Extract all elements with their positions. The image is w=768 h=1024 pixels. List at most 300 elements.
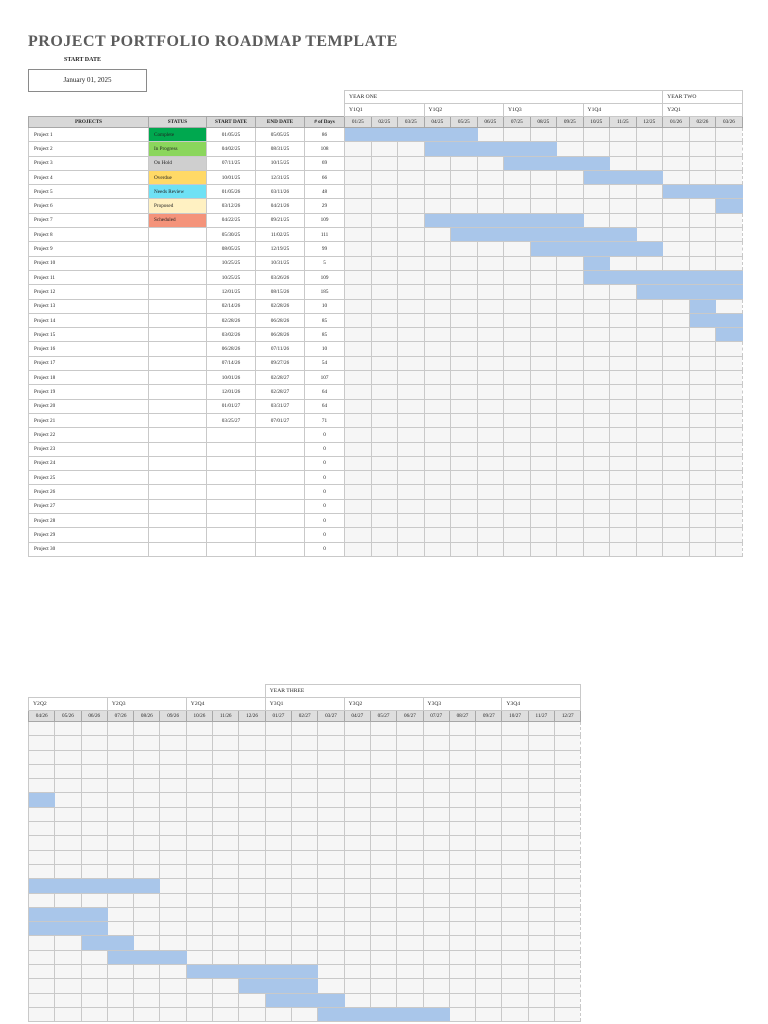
start-date-cell[interactable]: 05/30/25 [207,228,256,242]
status-cell[interactable] [149,328,207,342]
gantt-cell [345,499,372,513]
gantt-cell [423,779,449,793]
gantt-cell [663,499,690,513]
start-date-cell[interactable]: 10/25/25 [207,256,256,270]
gantt-cell [134,893,160,907]
project-name: Project 10 [29,256,149,270]
gantt-row [29,1007,581,1021]
gantt-bar-cell [344,1007,370,1021]
end-date-cell[interactable] [256,456,305,470]
gantt-cell [502,1007,528,1021]
gantt-cell [504,285,531,299]
start-date-cell[interactable]: 04/02/25 [207,142,256,156]
gantt-cell [476,922,502,936]
end-date-cell[interactable] [256,485,305,499]
start-date-cell[interactable] [207,485,256,499]
gantt-cell [371,456,398,470]
status-cell[interactable] [149,242,207,256]
gantt-cell [370,936,396,950]
quarter-label: Y3Q2 [344,698,423,711]
start-date-cell[interactable]: 08/05/25 [207,242,256,256]
start-date-cell[interactable]: 12/01/25 [207,285,256,299]
status-cell[interactable] [149,514,207,528]
gantt-cell [423,736,449,750]
end-date-cell[interactable]: 11/02/25 [256,228,305,242]
gantt-cell [583,213,610,227]
end-date-cell[interactable] [256,428,305,442]
gantt-row [29,836,581,850]
gantt-cell [423,907,449,921]
start-date-field[interactable]: January 01, 2025 [28,69,147,92]
gantt-cell [610,142,637,156]
gantt-cell [55,850,81,864]
gantt-cell [502,936,528,950]
end-date-cell[interactable] [256,528,305,542]
gantt-cell [107,864,133,878]
gantt-cell [530,371,557,385]
gantt-cell [107,979,133,993]
end-date-cell[interactable]: 12/31/25 [256,170,305,184]
gantt-cell [504,528,531,542]
gantt-cell [476,979,502,993]
gantt-cell [636,514,663,528]
gantt-cell [689,413,716,427]
gantt-cell [504,399,531,413]
status-cell[interactable] [149,371,207,385]
gantt-cell [370,836,396,850]
end-date-cell[interactable]: 08/15/26 [256,285,305,299]
start-date-cell[interactable]: 03/12/26 [207,199,256,213]
status-cell[interactable] [149,356,207,370]
gantt-cell [689,142,716,156]
gantt-cell [477,399,504,413]
start-date-cell[interactable]: 07/11/25 [207,156,256,170]
status-cell[interactable] [149,399,207,413]
gantt-cell [186,722,212,736]
gantt-cell [689,471,716,485]
gantt-cell [424,399,451,413]
gantt-cell [239,893,265,907]
gantt-cell [213,736,239,750]
gantt-cell [557,456,584,470]
gantt-cell [636,456,663,470]
gantt-cell [292,764,318,778]
gantt-cell [160,750,186,764]
gantt-cell [213,950,239,964]
end-date-cell[interactable]: 03/26/26 [256,270,305,284]
gantt-cell [583,356,610,370]
end-date-cell[interactable]: 02/28/27 [256,371,305,385]
gantt-cell [370,807,396,821]
gantt-cell [555,750,581,764]
gantt-cell [530,256,557,270]
project-row [29,371,743,385]
start-date-cell[interactable] [207,499,256,513]
gantt-bar-cell [716,328,743,342]
status-cell[interactable] [149,413,207,427]
month-label: 08/27 [449,711,475,722]
gantt-bar-cell [424,142,451,156]
gantt-cell [397,979,423,993]
gantt-cell [449,922,475,936]
start-date-cell[interactable]: 02/28/26 [207,313,256,327]
end-date-cell[interactable] [256,514,305,528]
gantt-cell [370,779,396,793]
gantt-cell [371,156,398,170]
gantt-bar-cell [345,128,372,142]
gantt-cell [160,979,186,993]
status-cell[interactable] [149,442,207,456]
status-cell[interactable] [149,485,207,499]
gantt-cell [345,456,372,470]
gantt-cell [555,822,581,836]
gantt-cell [134,1007,160,1021]
start-date-cell[interactable]: 10/01/25 [207,170,256,184]
status-cell[interactable]: In Progress [149,142,207,156]
gantt-cell [555,979,581,993]
status-cell[interactable] [149,528,207,542]
end-date-cell[interactable]: 06/28/26 [256,328,305,342]
gantt-cell [344,979,370,993]
status-cell[interactable]: Scheduled [149,213,207,227]
gantt-cell [370,893,396,907]
gantt-cell [265,936,291,950]
start-date-cell[interactable]: 03/02/26 [207,328,256,342]
gantt-cell [502,750,528,764]
status-cell[interactable] [149,313,207,327]
gantt-cell [504,442,531,456]
gantt-cell [502,864,528,878]
start-date-cell[interactable]: 06/28/26 [207,342,256,356]
gantt-cell [345,228,372,242]
gantt-cell [186,822,212,836]
gantt-cell [345,313,372,327]
end-date-cell[interactable]: 10/15/25 [256,156,305,170]
gantt-cell [345,299,372,313]
gantt-cell [186,936,212,950]
gantt-cell [504,342,531,356]
days-cell: 108 [305,142,345,156]
gantt-cell [345,328,372,342]
gantt-cell [186,779,212,793]
gantt-cell [528,764,554,778]
status-cell[interactable] [149,285,207,299]
gantt-cell [344,722,370,736]
end-date-cell[interactable]: 08/31/25 [256,142,305,156]
gantt-cell [370,850,396,864]
gantt-cell [55,965,81,979]
gantt-cell [610,428,637,442]
gantt-cell [449,993,475,1007]
start-date-cell[interactable] [207,514,256,528]
end-date-cell[interactable]: 05/05/25 [256,128,305,142]
gantt-cell [449,764,475,778]
gantt-row [29,993,581,1007]
gantt-cell [345,199,372,213]
gantt-cell [477,499,504,513]
gantt-cell [530,385,557,399]
gantt-bar-cell [29,879,55,893]
gantt-cell [345,371,372,385]
gantt-cell [477,542,504,556]
gantt-cell [239,993,265,1007]
gantt-bar-cell [530,156,557,170]
gantt-cell [239,922,265,936]
gantt-cell [557,313,584,327]
gantt-cell [449,836,475,850]
month-label: 03/25 [398,117,425,128]
gantt-cell [477,442,504,456]
gantt-cell [636,342,663,356]
gantt-cell [213,850,239,864]
end-date-cell[interactable] [256,499,305,513]
end-date-cell[interactable]: 09/21/25 [256,213,305,227]
gantt-row [29,779,581,793]
end-date-cell[interactable]: 12/19/25 [256,242,305,256]
start-date-cell[interactable] [207,442,256,456]
gantt-cell [636,471,663,485]
status-cell[interactable]: Complete [149,128,207,142]
start-date-cell[interactable]: 10/25/25 [207,270,256,284]
gantt-cell [555,764,581,778]
month-label: 08/26 [134,711,160,722]
gantt-cell [504,428,531,442]
gantt-cell [636,413,663,427]
gantt-cell [160,836,186,850]
gantt-cell [716,342,743,356]
gantt-cell [424,356,451,370]
end-date-cell[interactable]: 10/31/25 [256,256,305,270]
month-label: 03/27 [318,711,344,722]
start-date-cell[interactable]: 07/14/26 [207,356,256,370]
end-date-cell[interactable] [256,471,305,485]
gantt-cell [398,228,425,242]
gantt-bar-cell [689,299,716,313]
gantt-cell [107,750,133,764]
end-date-cell[interactable]: 06/28/26 [256,313,305,327]
gantt-cell [160,907,186,921]
gantt-cell [213,879,239,893]
gantt-cell [134,779,160,793]
month-label: 04/26 [29,711,55,722]
gantt-cell [107,850,133,864]
gantt-cell [265,864,291,878]
start-date-cell[interactable] [207,528,256,542]
roadmap-table-part-1 [28,90,743,557]
end-date-cell[interactable]: 07/11/26 [256,342,305,356]
project-row [29,270,743,284]
gantt-bar-cell [557,242,584,256]
end-date-cell[interactable]: 03/11/26 [256,185,305,199]
gantt-cell [557,128,584,142]
month-label: 01/27 [265,711,291,722]
gantt-cell [292,907,318,921]
gantt-cell [424,285,451,299]
end-date-cell[interactable]: 02/28/27 [256,385,305,399]
month-label: 12/27 [555,711,581,722]
gantt-cell [29,893,55,907]
gantt-cell [663,456,690,470]
gantt-cell [555,907,581,921]
gantt-cell [528,722,554,736]
status-cell[interactable]: Proposed [149,199,207,213]
gantt-cell [345,442,372,456]
gantt-bar-cell [477,142,504,156]
start-date-cell[interactable]: 02/14/26 [207,299,256,313]
status-cell[interactable] [149,228,207,242]
gantt-cell [530,270,557,284]
gantt-cell [134,736,160,750]
gantt-cell [477,485,504,499]
status-cell[interactable] [149,256,207,270]
gantt-cell [318,764,344,778]
gantt-cell [451,399,478,413]
gantt-bar-cell [663,270,690,284]
gantt-cell [610,199,637,213]
gantt-cell [29,722,55,736]
gantt-cell [398,342,425,356]
status-cell[interactable] [149,428,207,442]
gantt-cell [371,270,398,284]
start-date-cell[interactable] [207,471,256,485]
end-date-cell[interactable] [256,442,305,456]
end-date-cell[interactable] [256,542,305,556]
gantt-cell [398,356,425,370]
end-date-cell[interactable]: 04/21/26 [256,199,305,213]
status-cell[interactable]: Overdue [149,170,207,184]
gantt-cell [398,399,425,413]
status-cell[interactable] [149,471,207,485]
gantt-cell [636,313,663,327]
days-cell: 5 [305,256,345,270]
start-date-cell[interactable] [207,456,256,470]
gantt-cell [213,722,239,736]
gantt-cell [398,471,425,485]
days-cell: 85 [305,313,345,327]
status-cell[interactable] [149,342,207,356]
gantt-cell [81,864,107,878]
gantt-cell [557,413,584,427]
start-date-cell[interactable]: 03/25/27 [207,413,256,427]
gantt-cell [528,836,554,850]
gantt-cell [371,499,398,513]
end-date-cell[interactable]: 07/01/27 [256,413,305,427]
gantt-cell [213,936,239,950]
start-date-cell[interactable] [207,542,256,556]
gantt-cell [610,485,637,499]
status-cell[interactable]: Needs Review [149,185,207,199]
gantt-cell [476,779,502,793]
gantt-cell [424,385,451,399]
project-name: Project 27 [29,499,149,513]
gantt-cell [398,199,425,213]
gantt-cell [160,893,186,907]
gantt-cell [451,485,478,499]
gantt-cell [451,342,478,356]
month-label: 11/27 [528,711,554,722]
gantt-cell [318,807,344,821]
gantt-cell [81,736,107,750]
start-date-cell[interactable]: 01/05/26 [207,185,256,199]
gantt-cell [423,965,449,979]
status-cell[interactable] [149,385,207,399]
gantt-cell [81,979,107,993]
gantt-cell [398,328,425,342]
gantt-cell [476,1007,502,1021]
status-cell[interactable]: On Hold [149,156,207,170]
gantt-cell [502,836,528,850]
gantt-cell [318,850,344,864]
project-row [29,342,743,356]
start-date-cell[interactable] [207,428,256,442]
gantt-cell [397,750,423,764]
gantt-cell [423,822,449,836]
project-row [29,499,743,513]
end-date-cell[interactable]: 09/27/26 [256,356,305,370]
gantt-cell [689,499,716,513]
quarter-label: Y2Q3 [107,698,186,711]
gantt-cell [504,328,531,342]
gantt-bar-cell [186,965,212,979]
gantt-cell [716,371,743,385]
gantt-bar-cell [716,185,743,199]
gantt-cell [477,456,504,470]
end-date-cell[interactable]: 03/31/27 [256,399,305,413]
gantt-cell [265,793,291,807]
status-cell[interactable] [149,542,207,556]
gantt-bar-cell [451,128,478,142]
status-cell[interactable] [149,299,207,313]
gantt-cell [186,950,212,964]
start-date-cell[interactable]: 01/05/25 [207,128,256,142]
gantt-cell [424,485,451,499]
gantt-cell [424,199,451,213]
gantt-cell [716,299,743,313]
gantt-cell [583,299,610,313]
gantt-cell [530,428,557,442]
gantt-cell [292,950,318,964]
status-cell[interactable] [149,499,207,513]
gantt-cell [530,199,557,213]
days-cell: 54 [305,356,345,370]
gantt-cell [371,413,398,427]
start-date-cell[interactable]: 04/22/25 [207,213,256,227]
gantt-cell [239,1007,265,1021]
start-date-cell[interactable]: 01/01/27 [207,399,256,413]
gantt-cell [530,342,557,356]
status-cell[interactable] [149,270,207,284]
gantt-cell [371,142,398,156]
gantt-cell [528,793,554,807]
gantt-cell [636,142,663,156]
end-date-cell[interactable]: 02/28/26 [256,299,305,313]
gantt-cell [398,385,425,399]
gantt-cell [689,371,716,385]
project-name: Project 16 [29,342,149,356]
gantt-cell [345,156,372,170]
start-date-cell[interactable]: 12/01/26 [207,385,256,399]
gantt-cell [663,371,690,385]
gantt-cell [504,413,531,427]
gantt-bar-cell [292,965,318,979]
gantt-cell [424,371,451,385]
gantt-cell [344,764,370,778]
status-cell[interactable] [149,456,207,470]
gantt-cell [689,342,716,356]
gantt-bar-cell [583,228,610,242]
start-date-cell[interactable]: 10/01/26 [207,371,256,385]
gantt-bar-cell [477,228,504,242]
